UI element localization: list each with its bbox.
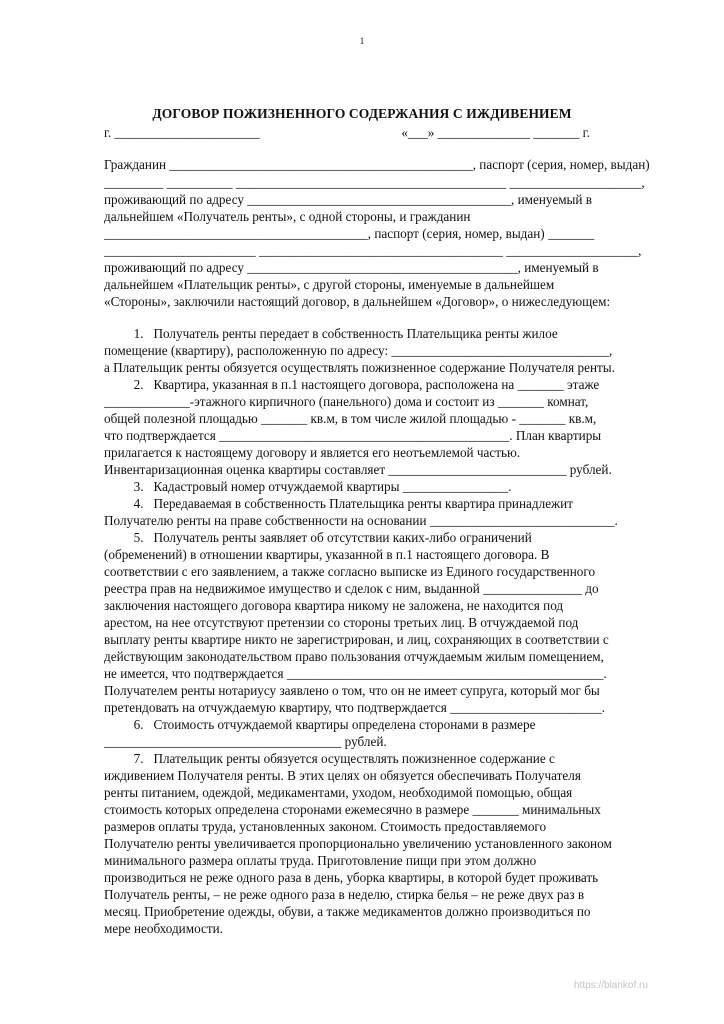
clause-5-line: реестра прав на недвижимое имущество и сделок с ним, выданной _______________ до [104, 581, 599, 596]
clause-7-line: стоимость которых определена сторонами ежемесячно в размере _______ минимальных [104, 802, 601, 817]
clause-5-line: соответствии с его заявлением, а также согласно выписке из Единого государственного [104, 564, 596, 579]
party1-line: Гражданин ______________________________________________, паспорт (серия, номер, выдан) [104, 157, 650, 172]
clause-2-line: прилагается к настоящему договору и является его неотъемлемой частью. [104, 445, 521, 460]
clause-5-line: не имеется, что подтверждается ________________________________________________. [104, 666, 607, 681]
clause-7-line: Получателю ренты увеличивается пропорционально увеличению установленного законом [104, 836, 612, 851]
clause-4-line: 4. Передаваемая в собственность Плательщика ренты квартира принадлежит [104, 496, 573, 511]
clause-7-line: Получатель ренты, – не реже одного раза в неделю, стирка белья – не реже двух раз в [104, 887, 585, 902]
clause-7-line: 7. Плательщик ренты обязуется осуществлять пожизненное содержание с [104, 751, 555, 766]
clause-2-line: что подтверждается ____________________________________________. План квартиры [104, 428, 602, 443]
party2-line: проживающий по адресу _________________________________________, именуемый в [104, 260, 599, 275]
clause-2-line: Инвентаризационная оценка квартиры составляет ___________________________ рублей. [104, 462, 612, 477]
clause-5-line: претендовать на отчуждаемую квартиру, что подтверждается _______________________. [104, 700, 606, 715]
clause-1-line: помещение (квартиру), расположенную по адресу: _________________________________, [104, 343, 613, 358]
clause-1-line: а Плательщик ренты обязуется осуществлять пожизненное содержание Получателя ренты. [104, 360, 615, 375]
clause-7-line: мере необходимости. [104, 921, 223, 936]
clause-7-line: иждивением Получателя ренты. В этих целях он обязуется обеспечивать Получателя [104, 768, 581, 783]
clause-2-line: 2. Квартира, указанная в п.1 настоящего договора, расположена на _______ этаже [104, 377, 600, 392]
page-number: 1 [359, 36, 365, 46]
clause-5-line: (обременений) в отношении квартиры, указанной в п.1 настоящего договора. В [104, 547, 550, 562]
clause-5-line: выплату ренты квартире никто не зарегистрирован, и лиц, сохраняющих в соответствии с [104, 632, 609, 647]
clause-2-line: _____________-этажного кирпичного (панельного) дома и состоит из _______ комнат, [104, 394, 589, 409]
party2-line: ________________________________________, паспорт (серия, номер, выдан) _______ [104, 226, 595, 241]
clause-4-line: Получателю ренты на праве собственности на основании ____________________________. [104, 513, 618, 528]
party1-line: проживающий по адресу ________________________________________, именуемый в [104, 192, 592, 207]
clause-6-line: 6. Стоимость отчуждаемой квартиры определена сторонами в размере [104, 717, 536, 732]
clause-7-line: ренты питанием, одеждой, медикаментами, уходом, необходимой помощью, общая [104, 785, 573, 800]
clause-7-line: производиться не реже одного раза в день, уборка квартиры, в которой будет проживать [104, 870, 599, 885]
party1-line: дальнейшем «Получатель ренты», с одной стороны, и гражданин [104, 209, 471, 224]
clause-6-line: ____________________________________ рублей. [104, 734, 387, 749]
clause-5-line: 5. Получатель ренты заявляет об отсутствии каких-либо ограничений [104, 530, 532, 545]
party2-line: дальнейшем «Плательщик ренты», с другой стороны, именуемые в дальнейшем [104, 277, 555, 292]
clause-5-line: арестом, на нее отсутствуют претензии со стороны третьих лиц. В отчуждаемой под [104, 615, 579, 630]
clause-7-line: месяц. Приобретение одежды, обуви, а также медикаментов должно производиться по [104, 904, 591, 919]
clause-2-line: общей полезной площадью _______ кв.м, в том числе жилой площадью - _______ кв.м, [104, 411, 597, 426]
clause-7-line: размеров оплаты труда, установленных законом. Стоимость предоставляемого [104, 819, 547, 834]
clause-5-line: заключения настоящего договора квартира никому не заложена, не находится под [104, 598, 564, 613]
clause-5-line: действующим законодательством право пользования отчуждаемым жилым помещением, [104, 649, 604, 664]
document-title: ДОГОВОР ПОЖИЗНЕННОГО СОДЕРЖАНИЯ С ИЖДИВЕНИЕМ [152, 106, 572, 121]
party2-line: _______________________ _____________________________________ ____________________, [104, 243, 642, 258]
clause-3-line: 3. Кадастровый номер отчуждаемой квартиры ________________. [104, 479, 512, 494]
clause-7-line: минимального размера оплаты труда. Приготовление пищи при этом должно [104, 853, 537, 868]
party1-line: _________ __________ _________________________________________ ____________________, [104, 175, 645, 190]
clause-1-line: 1. Получатель ренты передает в собственность Плательщика ренты жилое [104, 326, 558, 341]
watermark: https://blankof.ru [574, 980, 648, 991]
clause-5-line: Получателем ренты нотариусу заявлено о том, что он не имеет супруга, который мог бы [104, 683, 600, 698]
party2-line: «Стороны», заключили настоящий договор, в дальнейшем «Договор», о нижеследующем: [104, 294, 611, 309]
date-line: г. ______________________ «___» ______________ _______ г. [104, 125, 590, 140]
